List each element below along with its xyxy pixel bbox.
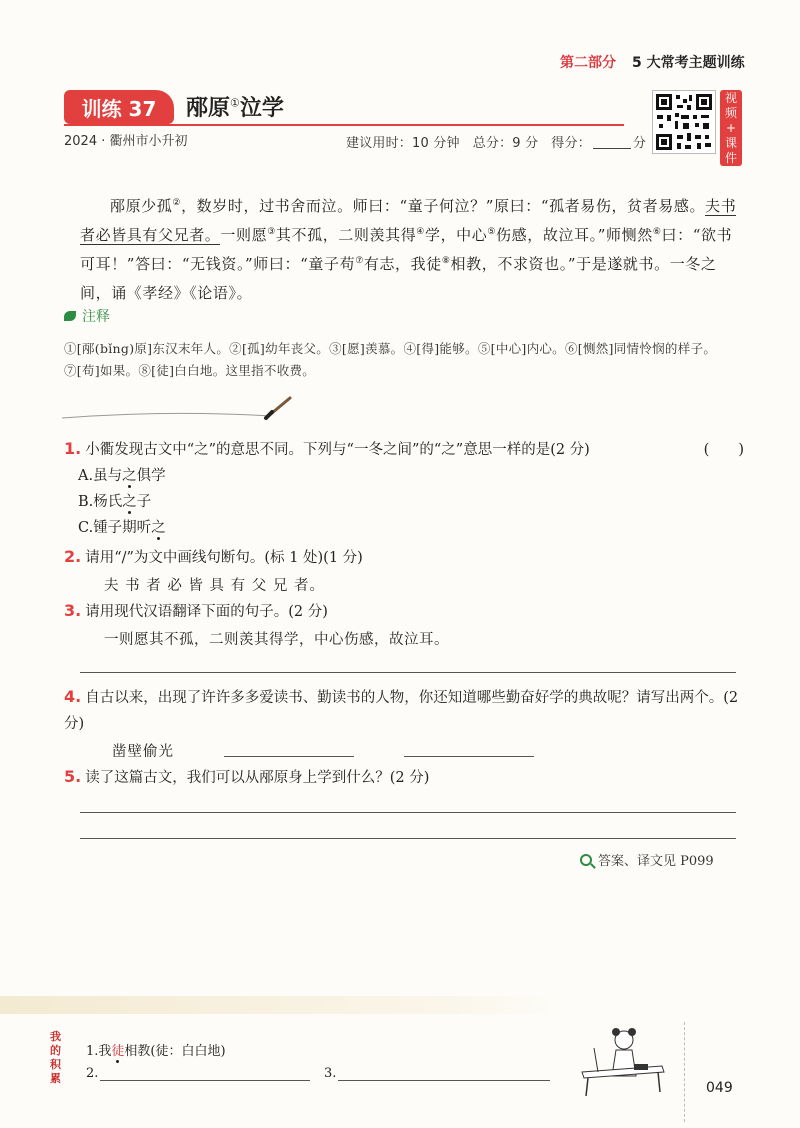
- vertical-dotted-divider: [684, 1022, 686, 1122]
- accumulation-line-3[interactable]: [338, 1080, 550, 1081]
- accumulation-label: 我的积累: [50, 1030, 61, 1085]
- score-unit: 分: [632, 136, 647, 151]
- title-part-a: 邴原: [186, 95, 231, 121]
- q5-answer-line-1[interactable]: [80, 812, 736, 813]
- question-3: 3. 请用现代汉语翻译下面的句子。(2 分): [64, 601, 328, 620]
- section-theme: 5 大常考主题训练: [632, 55, 745, 71]
- title-part-b: 泣学: [239, 95, 284, 121]
- lesson-source: 2024 · 衢州市小升初: [64, 134, 188, 149]
- accumulation-line-2[interactable]: [100, 1080, 310, 1081]
- total-score: 总分：9 分: [472, 136, 539, 151]
- lesson-title: [186, 91, 284, 122]
- q2-sentence[interactable]: 夫 书 者 必 皆 具 有 父 兄 者。: [104, 578, 325, 594]
- title-footnote-mark: ①: [230, 96, 240, 110]
- accumulation-item-2: 2.: [86, 1066, 99, 1081]
- q4-example: 凿壁偷光: [112, 744, 174, 760]
- question-5: 5. 读了这篇古文，我们可以从邴原身上学到什么？(2 分): [64, 767, 430, 786]
- notes-text: ①[邴(bǐng)原]东汉末年人。②[孤]幼年丧父。③[愿]羡慕。④[得]能够。⑤[中心]内心。⑥[恻然]同情怜悯的样子。⑦[苟]如果。⑧[徒]白白地。这里指不收费。: [64, 341, 717, 378]
- option-c[interactable]: C.锺子期听之: [78, 520, 166, 536]
- answer-reference[interactable]: 答案、译文见 P099: [580, 850, 714, 869]
- qr-code-icon[interactable]: [652, 90, 716, 154]
- q3-answer-line[interactable]: [80, 672, 736, 673]
- option-a[interactable]: A.虽与之俱学: [78, 468, 166, 484]
- q3-sentence: 一则愿其不孤，二则羡其得学，中心伤感，故泣耳。: [104, 632, 449, 648]
- q4-answer-line-2[interactable]: [404, 756, 534, 757]
- notes-heading: 注释: [64, 306, 110, 326]
- question-1: 1. 小衢发现古文中“之”的意思不同。下列与“一冬之间”的“之”意思一样的是(2 分) ( ): [64, 439, 744, 458]
- footer-band: [0, 996, 560, 1014]
- lesson-badge: 训练 37: [64, 90, 174, 124]
- video-courseware-tag[interactable]: 视 频 + 课 件: [720, 90, 742, 166]
- reading-girl-illustration-icon: [572, 1020, 672, 1100]
- answer-paren[interactable]: ( ): [703, 442, 744, 458]
- lesson-meta: [346, 132, 646, 151]
- brush-divider-icon: [60, 396, 300, 426]
- classical-passage: 邴原少孤②，数岁时，过书舍而泣。师曰：“童子何泣？”原曰：“孤者易伤，贫者易感。夫书者必皆具有父兄者。一则愿③其不孤，二则羡其得④学，中心⑤伤感，故泣耳。”师恻然⑥曰：“欲书可耳！”答曰：“无钱资。”师曰：“童子苟⑦有志，我徒⑧相教，不求资也。”于是遂就书。一冬之间，诵《孝经》《论语》。: [80, 197, 737, 302]
- accumulation-item-1: 1.我徒相教(徒：白白地): [86, 1044, 226, 1059]
- q4-answer-line-1[interactable]: [224, 756, 354, 757]
- magnifier-icon: [580, 854, 592, 866]
- score-blank[interactable]: [593, 136, 631, 149]
- accumulation-item-3: 3.: [324, 1066, 337, 1081]
- q5-answer-line-2[interactable]: [80, 838, 736, 839]
- page-number: 049: [706, 1080, 733, 1096]
- question-2: 2. 请用“/”为文中画线句断句。(标 1 处)(1 分): [64, 547, 363, 566]
- title-underline: [64, 124, 624, 126]
- option-b[interactable]: B.杨氏之子: [78, 494, 152, 510]
- underlined-sentence: 夫书者必皆具有父兄者。: [80, 197, 737, 244]
- suggested-time: 建议用时：10 分钟: [346, 136, 460, 151]
- question-4: 4. 自古以来，出现了许许多多爱读书、勤读书的人物，你还知道哪些勤奋好学的典故呢？请写出两个。(2 分): [64, 687, 739, 732]
- score-label: 得分：: [551, 136, 591, 151]
- leaf-icon: [64, 311, 76, 321]
- section-part: 第二部分: [560, 55, 616, 71]
